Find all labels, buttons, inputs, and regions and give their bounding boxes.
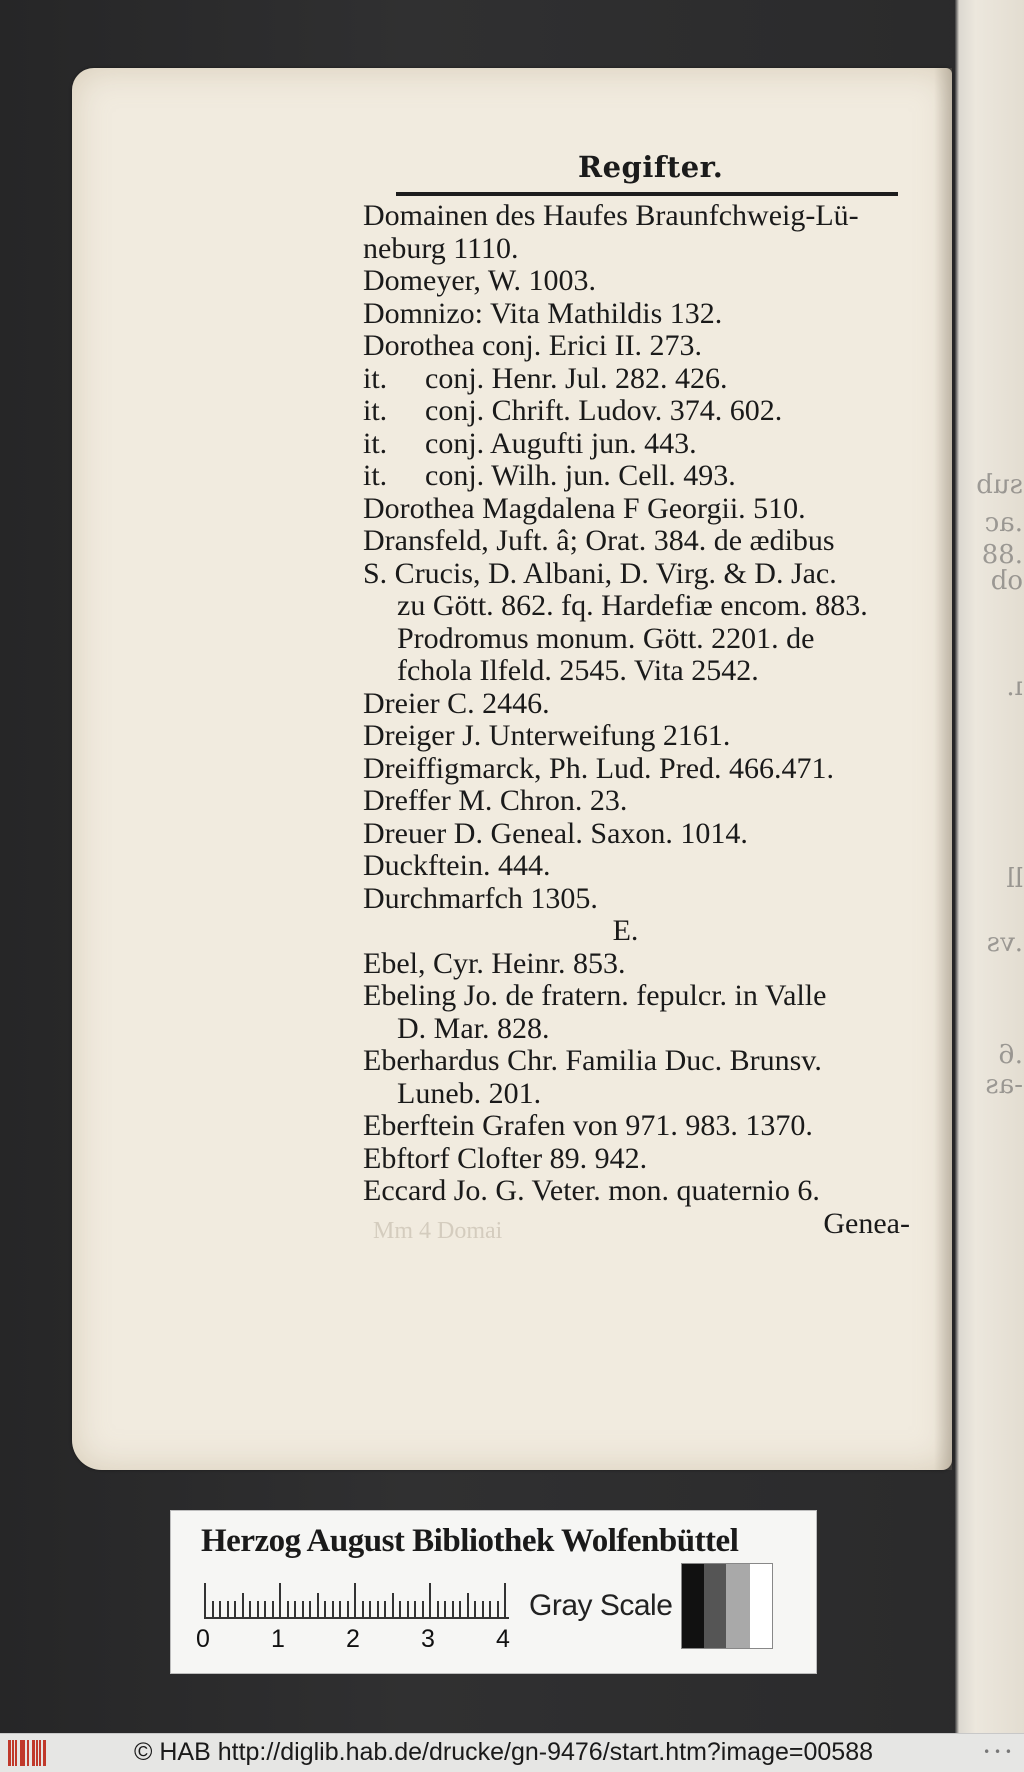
logo-bar bbox=[36, 1740, 38, 1766]
register-entry bbox=[363, 948, 918, 981]
page-gutter-shadow bbox=[934, 68, 952, 1470]
register-entry bbox=[363, 1045, 918, 1078]
header-rule bbox=[396, 192, 898, 196]
ruler-tick bbox=[384, 1601, 386, 1617]
register-entry bbox=[363, 785, 918, 818]
entry-text: Domainen des Haufes Braunfchweig-Lü- bbox=[363, 199, 859, 232]
ruler-tick bbox=[287, 1601, 289, 1617]
logo-bar bbox=[32, 1740, 35, 1766]
register-entry bbox=[363, 298, 918, 331]
register-entry bbox=[363, 1143, 918, 1176]
ruler-tick bbox=[414, 1601, 416, 1617]
register-entry bbox=[363, 1078, 918, 1111]
entry-text: Dreffer M. Chron. 23. bbox=[363, 784, 628, 817]
ruler-tick bbox=[294, 1601, 296, 1617]
facing-page-fragment: .6 bbox=[998, 1040, 1023, 1070]
ruler-tick bbox=[354, 1583, 356, 1617]
card-title: Herzog August Bibliothek Wolfenbüttel bbox=[201, 1523, 739, 1559]
register-entry bbox=[363, 753, 918, 786]
facing-page-fragment: .vs bbox=[986, 928, 1023, 958]
entry-text: Durchmarfch 1305. bbox=[363, 881, 598, 915]
ruler-tick bbox=[324, 1601, 326, 1617]
register-entries bbox=[363, 200, 918, 1240]
ruler-tick bbox=[339, 1601, 341, 1617]
register-entry bbox=[363, 850, 918, 883]
facing-page-fragment: .88 bbox=[981, 540, 1023, 570]
entry-text: Dreier C. 2446. bbox=[363, 686, 550, 720]
logo-bar bbox=[43, 1740, 46, 1766]
register-entry bbox=[363, 883, 918, 916]
entry-text: Genea- bbox=[823, 1206, 910, 1240]
ruler-tick bbox=[399, 1601, 401, 1617]
entry-text: Eberftein Grafen von 971. 983. 1370. bbox=[363, 1109, 813, 1142]
entry-text: Ebftorf Clofter 89. 942. bbox=[363, 1141, 648, 1175]
ruler-tick bbox=[489, 1601, 491, 1617]
entry-text: Dreiffigmarck, Ph. Lud. Pred. 466.471. bbox=[363, 751, 835, 785]
ruler-tick bbox=[392, 1593, 394, 1617]
logo-bar bbox=[39, 1740, 41, 1766]
entry-text: D. Mar. 828. bbox=[397, 1011, 550, 1045]
register-entry bbox=[363, 590, 918, 623]
entry-text: Domnizo: Vita Mathildis 132. bbox=[363, 296, 723, 330]
entry-text: conj. Chrift. Ludov. 374. 602. bbox=[425, 394, 783, 427]
facing-page-fragment: .ac bbox=[984, 508, 1023, 538]
entry-text: Dorothea conj. Erici II. 273. bbox=[363, 329, 703, 362]
register-entry bbox=[363, 558, 918, 591]
footer-more-icon[interactable]: • • • bbox=[983, 1745, 1012, 1759]
entry-text: Dreiger J. Unterweifung 2161. bbox=[363, 719, 731, 752]
entry-text: neburg 1110. bbox=[363, 231, 519, 265]
entry-text: Dransfeld, Juft. â; Orat. 384. de ædibus bbox=[363, 524, 835, 557]
ruler-tick bbox=[407, 1601, 409, 1617]
gray-patch bbox=[682, 1564, 704, 1648]
ruler-tick bbox=[497, 1601, 499, 1617]
entry-text: Prodromus monum. Gött. 2201. de bbox=[397, 621, 815, 655]
ruler-tick bbox=[362, 1601, 364, 1617]
gray-patch bbox=[750, 1564, 772, 1648]
ruler-tick bbox=[459, 1601, 461, 1617]
ruler-tick bbox=[444, 1601, 446, 1617]
ruler-tick bbox=[219, 1601, 221, 1617]
entry-text: Dorothea Magdalena F Georgii. 510. bbox=[363, 491, 806, 525]
hab-logo-icon[interactable] bbox=[8, 1740, 46, 1766]
register-entry bbox=[363, 330, 918, 363]
page-header: Regifter. bbox=[578, 150, 724, 184]
register-entry bbox=[363, 720, 918, 753]
entry-text: fchola Ilfeld. 2545. Vita 2542. bbox=[397, 654, 759, 687]
ruler-tick bbox=[227, 1601, 229, 1617]
ruler-tick bbox=[309, 1601, 311, 1617]
entry-text: zu Gött. 862. fq. Hardefiæ encom. 883. bbox=[397, 589, 868, 622]
entry-lead: it. bbox=[363, 426, 388, 460]
logo-bar bbox=[12, 1740, 14, 1766]
ruler-tick bbox=[467, 1593, 469, 1617]
ruler-tick bbox=[317, 1593, 319, 1617]
ruler-tick bbox=[272, 1601, 274, 1617]
register-entry bbox=[363, 980, 918, 1013]
ruler-tick bbox=[429, 1583, 431, 1617]
entry-text: Duckftein. 444. bbox=[363, 849, 551, 882]
facing-page-fragment: -as bbox=[985, 1070, 1023, 1100]
entry-text: Dreuer D. Geneal. Saxon. 1014. bbox=[363, 816, 748, 850]
ruler-tick bbox=[204, 1583, 206, 1617]
ruler-tick bbox=[279, 1583, 281, 1617]
entry-text: Eberhardus Chr. Familia Duc. Brunsv. bbox=[363, 1044, 822, 1077]
bleed-through-text: Mm 4 Domai bbox=[373, 1218, 503, 1244]
ruler-tick bbox=[474, 1601, 476, 1617]
register-entry bbox=[363, 200, 918, 233]
logo-bar bbox=[27, 1740, 29, 1766]
ruler-tick bbox=[249, 1601, 251, 1617]
register-entry bbox=[363, 1175, 918, 1208]
entry-lead: it. bbox=[363, 459, 388, 492]
register-entry bbox=[363, 233, 918, 266]
ruler-tick bbox=[377, 1601, 379, 1617]
register-entry bbox=[363, 915, 918, 948]
facing-page-fragment: ob bbox=[990, 566, 1023, 596]
facing-page-fragment: ı. bbox=[1006, 672, 1023, 702]
facing-page-fragment: sub bbox=[976, 470, 1023, 500]
register-entry bbox=[363, 688, 918, 721]
footer-bar bbox=[0, 1733, 1024, 1772]
register-entry bbox=[363, 265, 918, 298]
ruler-number: 2 bbox=[346, 1625, 360, 1653]
register-entry bbox=[363, 655, 918, 688]
ruler-number: 3 bbox=[421, 1625, 435, 1653]
register-entry bbox=[363, 525, 918, 558]
ruler-tick bbox=[452, 1601, 454, 1617]
gray-scale-patches bbox=[681, 1563, 773, 1649]
ruler-tick bbox=[212, 1601, 214, 1617]
entry-lead: it. bbox=[363, 361, 388, 395]
register-entry bbox=[363, 395, 918, 428]
register-entry bbox=[363, 623, 918, 656]
entry-text: Ebel, Cyr. Heinr. 853. bbox=[363, 946, 626, 980]
ruler-tick bbox=[242, 1593, 244, 1617]
entry-text: E. bbox=[612, 914, 639, 947]
entry-text: S. Crucis, D. Albani, D. Virg. & D. Jac. bbox=[363, 556, 837, 590]
entry-text: conj. Henr. Jul. 282. 426. bbox=[425, 361, 728, 395]
entry-text: Ebeling Jo. de fratern. fepulcr. in Valle bbox=[363, 979, 827, 1012]
entry-text: Luneb. 201. bbox=[397, 1076, 542, 1110]
entry-text: Domeyer, W. 1003. bbox=[363, 264, 596, 297]
footer-link[interactable]: © HAB http://diglib.hab.de/drucke/gn-9476/start.htm?image=00588 bbox=[134, 1738, 874, 1766]
ruler-tick bbox=[482, 1601, 484, 1617]
register-entry bbox=[363, 460, 918, 493]
register-entry bbox=[363, 1013, 918, 1046]
entry-text: Eccard Jo. G. Veter. mon. quaternio 6. bbox=[363, 1174, 820, 1207]
ruler-tick bbox=[264, 1601, 266, 1617]
ruler-tick bbox=[234, 1601, 236, 1617]
ruler-number: 0 bbox=[196, 1625, 210, 1653]
gray-patch bbox=[726, 1564, 750, 1648]
ruler-tick bbox=[302, 1601, 304, 1617]
register-entry bbox=[363, 363, 918, 396]
ruler-tick bbox=[257, 1601, 259, 1617]
ruler-tick bbox=[437, 1601, 439, 1617]
ruler-number: 4 bbox=[496, 1625, 510, 1653]
logo-bar bbox=[23, 1740, 25, 1766]
ruler-tick bbox=[347, 1601, 349, 1617]
ruler-scale bbox=[204, 1583, 509, 1619]
ruler-number: 1 bbox=[271, 1625, 285, 1653]
ruler-tick bbox=[332, 1601, 334, 1617]
facing-page-fragment: ll bbox=[1006, 864, 1023, 894]
ruler-tick bbox=[369, 1601, 371, 1617]
colour-reference-card bbox=[170, 1510, 817, 1674]
entry-text: conj. Augufti jun. 443. bbox=[425, 426, 697, 460]
gray-patch bbox=[704, 1564, 726, 1648]
register-entry bbox=[363, 493, 918, 526]
entry-lead: it. bbox=[363, 394, 388, 427]
ruler-tick bbox=[422, 1601, 424, 1617]
logo-bar bbox=[15, 1740, 17, 1766]
register-entry bbox=[363, 818, 918, 851]
ruler-tick bbox=[504, 1583, 506, 1617]
register-entry bbox=[363, 428, 918, 461]
facing-page-edge bbox=[955, 0, 1024, 1733]
gray-scale-label: Gray Scale bbox=[529, 1589, 673, 1622]
entry-text: conj. Wilh. jun. Cell. 493. bbox=[425, 459, 736, 492]
logo-bar bbox=[8, 1740, 11, 1766]
register-entry bbox=[363, 1110, 918, 1143]
